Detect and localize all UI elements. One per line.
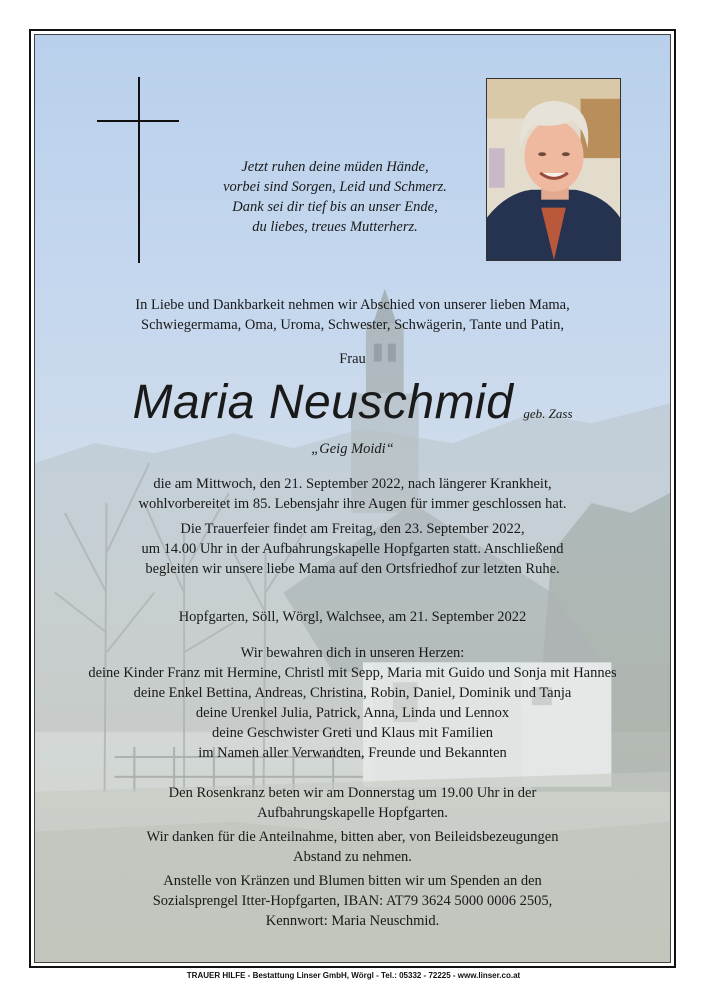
intro-line: Schwiegermama, Oma, Uroma, Schwester, Schwägerin, Tante und Patin, bbox=[141, 317, 564, 333]
rosary-line: Den Rosenkranz beten wir am Donnerstag um 19.00 Uhr in der bbox=[168, 785, 537, 801]
cross-icon-bar bbox=[97, 120, 179, 122]
birth-name: geb. Zass bbox=[523, 406, 573, 421]
donation-line: Sozialsprengel Itter-Hopfgarten, IBAN: AT79 3624 5000 0006 2505, bbox=[152, 893, 553, 909]
condolences-line: Wir danken für die Anteilnahme, bitten aber, von Beileidsbezeugungen bbox=[146, 829, 559, 845]
mourners-line: im Namen aller Verwandten, Freunde und Bekannten bbox=[198, 745, 507, 761]
poem-line: du liebes, treues Mutterherz. bbox=[252, 219, 418, 235]
cross-icon bbox=[138, 77, 140, 263]
rosary-info bbox=[35, 783, 670, 823]
mourners-line: deine Kinder Franz mit Hermine, Christl mit Sepp, Maria mit Guido und Sonja mit Hannes bbox=[88, 665, 617, 681]
mourners-line: deine Enkel Bettina, Andreas, Christina, Robin, Daniel, Dominik und Tanja bbox=[133, 685, 572, 701]
mourners-list bbox=[35, 643, 670, 763]
poem-line: Dank sei dir tief bis an unser Ende, bbox=[232, 199, 438, 215]
death-notice bbox=[35, 474, 670, 514]
death-notice-line: wohlvorbereitet im 85. Lebensjahr ihre Augen für immer geschlossen hat. bbox=[138, 496, 567, 512]
funeral-info bbox=[35, 519, 670, 579]
obituary-frame bbox=[29, 29, 676, 968]
mourners-line: deine Geschwister Greti und Klaus mit Familien bbox=[211, 725, 494, 741]
deceased-portrait-photo bbox=[486, 78, 621, 261]
donation-note bbox=[35, 871, 670, 931]
funeral-line: um 14.00 Uhr in der Aufbahrungskapelle Hopfgarten statt. Anschließend bbox=[141, 541, 564, 557]
rosary-line: Aufbahrungskapelle Hopfgarten. bbox=[257, 805, 448, 821]
obituary-card bbox=[34, 34, 671, 963]
deceased-name: Maria Neuschmid bbox=[132, 376, 514, 429]
intro-line: In Liebe und Dankbarkeit nehmen wir Abschied von unserer lieben Mama, bbox=[135, 297, 570, 313]
condolences-note bbox=[35, 827, 670, 867]
nickname: „Geig Moidi“ bbox=[311, 441, 394, 457]
condolences-line: Abstand zu nehmen. bbox=[293, 849, 412, 865]
mourners-line: deine Urenkel Julia, Patrick, Anna, Linda und Lennox bbox=[195, 705, 510, 721]
funeral-line: Die Trauerfeier findet am Freitag, den 23. September 2022, bbox=[180, 521, 525, 537]
place-date: Hopfgarten, Söll, Wörgl, Walchsee, am 21. September 2022 bbox=[178, 609, 527, 625]
intro-text bbox=[35, 295, 670, 335]
poem-line: vorbei sind Sorgen, Leid und Schmerz. bbox=[223, 179, 447, 195]
mourners-line: Wir bewahren dich in unseren Herzen: bbox=[240, 645, 465, 661]
death-notice-line: die am Mittwoch, den 21. September 2022, nach längerer Krankheit, bbox=[153, 476, 552, 492]
memorial-poem bbox=[175, 157, 495, 237]
title-label: Frau bbox=[339, 351, 366, 367]
poem-line: Jetzt ruhen deine müden Hände, bbox=[241, 159, 429, 175]
funeral-line: begleiten wir unsere liebe Mama auf den Ortsfriedhof zur letzten Ruhe. bbox=[145, 561, 560, 577]
funeral-home-footer: TRAUER HILFE - Bestattung Linser GmbH, Wörgl - Tel.: 05332 - 72225 - www.linser.co.at bbox=[186, 971, 521, 980]
donation-line: Kennwort: Maria Neuschmid. bbox=[265, 913, 440, 929]
donation-line: Anstelle von Kränzen und Blumen bitten wir um Spenden an den bbox=[163, 873, 542, 889]
deceased-name-row bbox=[35, 375, 670, 431]
